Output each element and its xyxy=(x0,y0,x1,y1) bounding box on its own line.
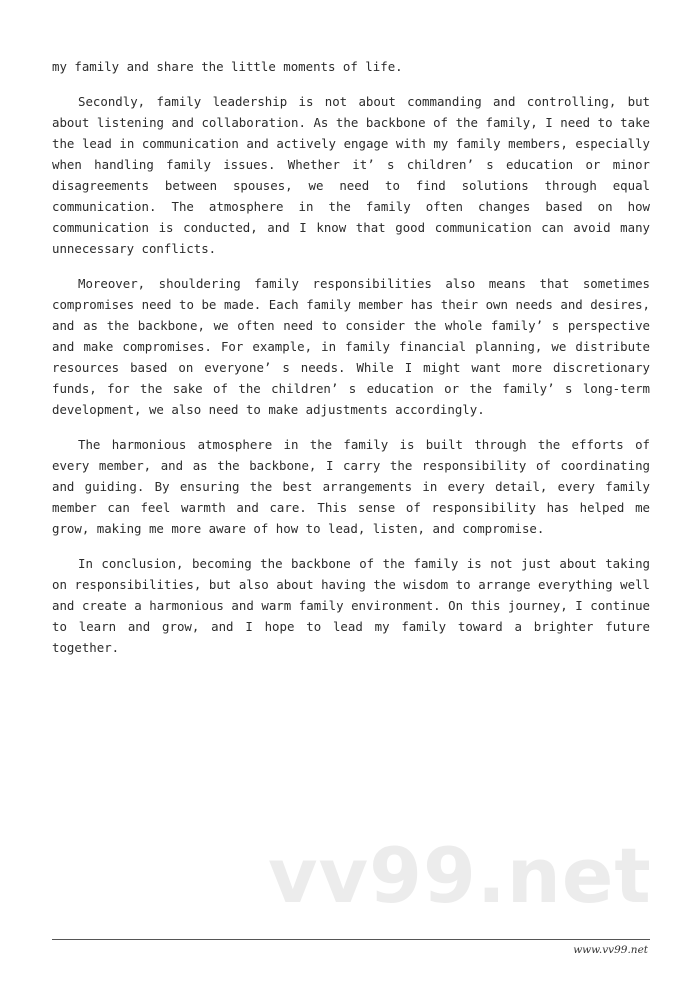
paragraph-harmony: The harmonious atmosphere in the family is built through the efforts of every member, and as the backbone, I carry the responsibility of coordinating and guiding. By ensuring the best arrangements in every detail, every family member can feel warmth and care. This sense of responsibility has helped me grow, making me more aware of how to lead, listen, and compromise. xyxy=(52,437,650,536)
footer-divider xyxy=(52,939,650,940)
paragraph-conclusion: In conclusion, becoming the backbone of the family is not just about taking on responsibilities, but also about having the wisdom to arrange everything well and create a harmonious and warm family environment. On this journey, I continue to learn and grow, and I hope to lead my family toward a brighter future together. xyxy=(52,556,650,655)
paragraph-compromise: Moreover, shouldering family responsibilities also means that sometimes compromises need to be made. Each family member has their own needs and desires, and as the backbone, we often need to consider the whole family’ s perspective and make compromises. For example, in family financial planning, we distribute resources based on everyone’ s needs. While I might want more discretionary funds, for the sake of the children’ s education or the family’ s long-term development, we also need to make adjustments accordingly. xyxy=(52,276,650,417)
footer-url: www.vv99.net xyxy=(573,944,648,956)
watermark: vv99.net xyxy=(268,831,652,920)
paragraph-continuation: my family and share the little moments of life. xyxy=(52,59,403,74)
document-body xyxy=(52,56,650,672)
paragraph-leadership: Secondly, family leadership is not about commanding and controlling, but about listening and collaboration. As the backbone of the family, I need to take the lead in communication and actively engage with my family members, especially when handling family issues. Whether it’ s children’ s education or minor disagreements between spouses, we need to find solutions through equal communication. The atmosphere in the family often changes based on how communication is conducted, and I know that good communication can avoid many unnecessary conflicts. xyxy=(52,94,650,256)
